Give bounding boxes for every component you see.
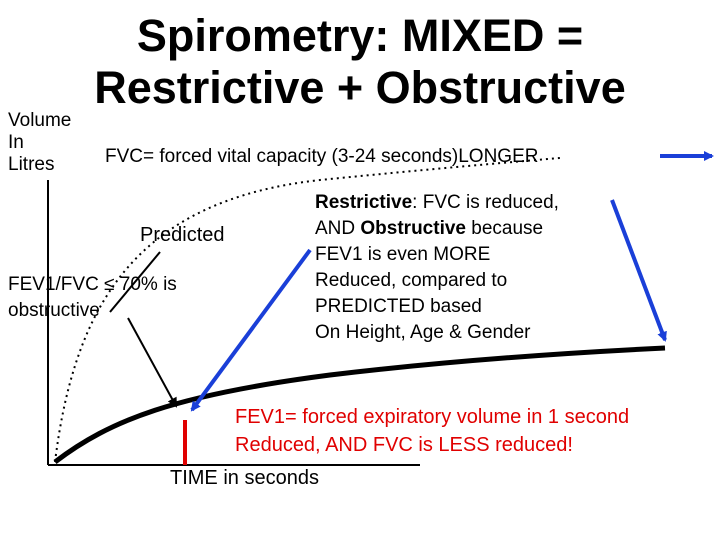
predicted-label: Predicted bbox=[140, 224, 225, 246]
x-axis-label: TIME in seconds bbox=[170, 467, 319, 489]
obstructive-keyword: Obstructive bbox=[360, 218, 466, 239]
restrictive-keyword: Restrictive bbox=[315, 192, 413, 213]
fev1-note bbox=[235, 403, 629, 459]
ratio-note-line: obstructive bbox=[8, 300, 100, 321]
restrictive-note-line: PREDICTED based bbox=[315, 296, 482, 317]
y-axis-label-line: Litres bbox=[8, 154, 55, 175]
ratio-note-line: FEV1/FVC ≤ 70% is bbox=[8, 274, 177, 295]
restrictive-arrow-to-fvc bbox=[612, 200, 665, 340]
restrictive-note-line: Reduced, compared to bbox=[315, 270, 508, 291]
restrictive-line2-rest: because bbox=[466, 218, 544, 239]
y-axis-label-line: Volume bbox=[8, 110, 72, 131]
ratio-arrow-left bbox=[128, 318, 176, 406]
fev1-note-line: Reduced, AND FVC is LESS reduced! bbox=[235, 434, 573, 456]
slide-title bbox=[0, 10, 720, 114]
fev1-note-line: FEV1= forced expiratory volume in 1 second bbox=[235, 406, 630, 428]
y-axis-label-line: In bbox=[8, 132, 24, 153]
restrictive-line1-rest: : FVC is reduced, bbox=[412, 192, 559, 213]
restrictive-note-line: On Height, Age & Gender bbox=[315, 322, 531, 343]
restrictive-line2-pre: AND bbox=[315, 218, 361, 239]
restrictive-note-line-1 bbox=[315, 190, 559, 216]
y-axis-label bbox=[8, 110, 88, 176]
fvc-note: FVC= forced vital capacity (3-24 seconds)LONGER bbox=[105, 146, 539, 167]
restrictive-note-line-2 bbox=[315, 216, 559, 242]
restrictive-note-line: FEV1 is even MORE bbox=[315, 244, 491, 265]
restrictive-note bbox=[315, 190, 559, 346]
title-line-1: Spirometry: MIXED = bbox=[136, 10, 584, 61]
title-line-2: Restrictive + Obstructive bbox=[94, 62, 626, 113]
ratio-note bbox=[8, 272, 177, 324]
